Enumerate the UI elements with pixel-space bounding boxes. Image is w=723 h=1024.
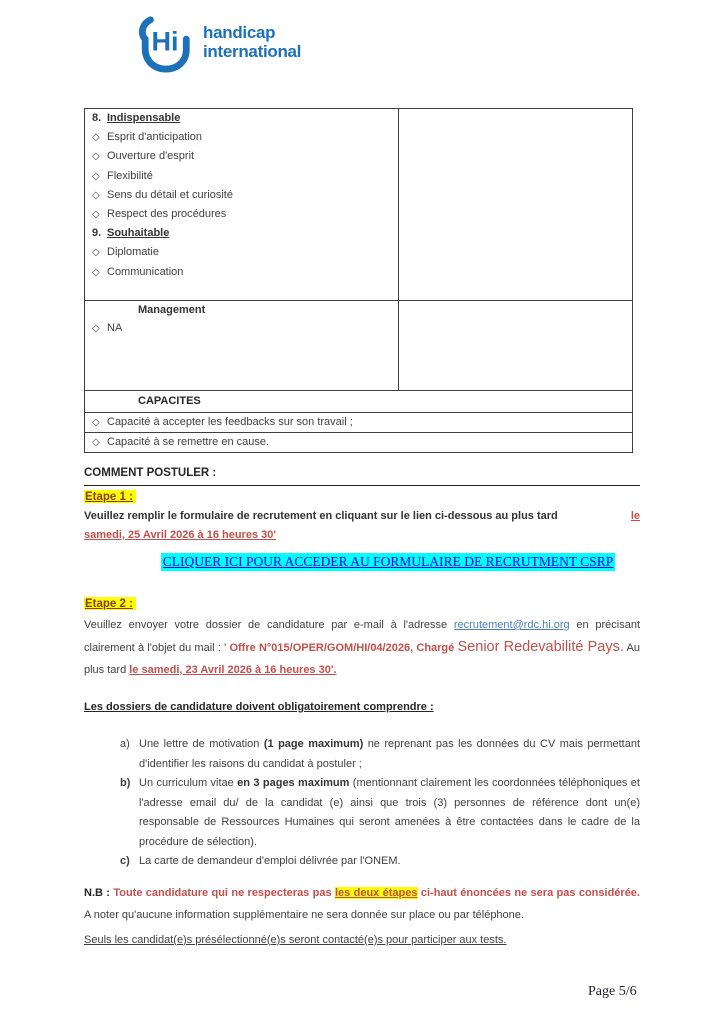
capacites-header: CAPACITES [138, 395, 201, 407]
list-item [85, 109, 398, 128]
item-label: NA [107, 322, 123, 334]
list-item [85, 205, 398, 224]
item-label: Indispensable [107, 112, 181, 124]
diamond-bullet-icon: ◇ [92, 323, 100, 334]
list-item [85, 263, 398, 282]
diamond-bullet-icon: ◇ [92, 132, 100, 144]
capacite-row [85, 413, 633, 433]
item-label: Communication [107, 265, 184, 278]
document-body [84, 0, 640, 946]
diamond-bullet-icon: ◇ [92, 170, 100, 182]
nb-warning-text-2: ci-haut énoncées ne sera pas considérée. [417, 886, 640, 899]
item-text-bold: (1 page maximum) [263, 738, 364, 750]
step2-text-1: Veuillez envoyer votre dossier de candidature par e-mail à l'adresse [84, 619, 454, 631]
nb-warning-text: Toute candidature qui ne respecteras pas [109, 886, 335, 899]
list-item [85, 413, 632, 432]
list-item [85, 224, 398, 243]
item-text: La carte de demandeur d'emploi délivrée par l'ONEM. [139, 855, 401, 867]
diamond-bullet-icon: ◇ [92, 189, 100, 201]
list-item [85, 243, 398, 262]
step2-paragraph [84, 614, 640, 681]
list-item [85, 147, 398, 166]
criteria-cell [85, 109, 399, 301]
svg-text:Hi: Hi [151, 26, 179, 57]
item-label: Diplomatie [107, 246, 159, 259]
item-label: Respect des procédures [107, 208, 227, 221]
nb-highlighted-text: les deux étapes [334, 886, 418, 899]
how-to-apply-heading: COMMENT POSTULER : [84, 467, 640, 486]
form-link-row [84, 553, 640, 571]
dossier-list [84, 735, 640, 872]
recruitment-form-link[interactable]: CLIQUER ICI POUR ACCEDER AU FORMULAIRE DE RECRUTMENT CSRP [162, 554, 614, 569]
dossier-heading: Les dossiers de candidature doivent obligatoirement comprendre : [84, 701, 434, 713]
diamond-bullet-icon: ◇ [92, 437, 100, 448]
dossier-item-b [84, 774, 640, 852]
step2-text-2: en précisant clairement à l'objet du mail : ' [84, 619, 641, 654]
logo-word-2: international [203, 42, 302, 61]
empty-cell [399, 109, 633, 301]
item-label: Sens du détail et curiosité [107, 188, 233, 201]
step1-deadline-le: le [630, 510, 640, 522]
list-item [85, 433, 632, 452]
step2-label: Etape 2 : [84, 597, 136, 610]
item-marker: a) [120, 738, 130, 750]
diamond-bullet-icon: ◇ [92, 266, 100, 278]
item-marker: b) [120, 777, 131, 789]
step2-text-3: Au plus tard [84, 642, 640, 676]
empty-cell [399, 301, 633, 391]
step1-deadline-date: samedi, 25 Avril 2026 à 16 heures 30' [84, 529, 276, 541]
step1-text: Veuillez remplir le formulaire de recrutement en cliquant sur le lien ci-dessous au plus tard [84, 510, 558, 522]
item-text: ne reprenant pas les données du CV mais permettant d'identifier les raisons du candidat à postuler ; [139, 738, 640, 770]
list-item [85, 128, 398, 147]
diamond-bullet-icon: ◇ [92, 417, 100, 428]
item-label: Capacité à accepter les feedbacks sur son travail ; [107, 416, 353, 428]
item-marker: c) [120, 855, 130, 867]
logo-word-1: handicap [203, 23, 276, 42]
item-label: Esprit d'anticipation [107, 131, 203, 144]
item-text: Un curriculum vitae [139, 777, 238, 789]
item-label: Flexibilité [107, 169, 153, 182]
profile-table [84, 108, 633, 453]
page-number: Page 5/6 [588, 984, 637, 999]
item-text: Une lettre de motivation [139, 738, 264, 750]
offer-charge: Chargé [413, 642, 458, 654]
list-item [85, 186, 398, 205]
final-note: Seuls les candidat(e)s présélectionné(e)s seront contacté(e)s pour participer aux tests. [84, 933, 507, 946]
diamond-bullet-icon: ◇ [92, 247, 100, 259]
item-text-bold: en 3 pages maximum [237, 777, 350, 789]
recruitment-email-link[interactable]: recrutement@rdc.hi.org [453, 619, 570, 631]
nb-paragraph [84, 882, 640, 926]
diamond-bullet-icon: ◇ [92, 209, 100, 221]
diamond-bullet-icon: ◇ [92, 151, 100, 163]
step1-paragraph [84, 507, 640, 545]
step1-label: Etape 1 : [84, 490, 136, 503]
dossier-item-a [84, 735, 640, 774]
nb-note-text: A noter qu'aucune information supplémentaire ne sera donnée sur place ou par téléphone. [84, 908, 524, 921]
capacite-row [85, 433, 633, 453]
list-item [85, 167, 398, 186]
job-title: Senior Redevabilité Pays. [457, 639, 624, 655]
item-label: Souhaitable [107, 227, 170, 240]
management-title: Management [138, 304, 206, 316]
offer-reference: Offre N°015/OPER/GOM/HI/04/2026, [229, 642, 414, 654]
item-number: 9. [92, 227, 102, 240]
management-cell [85, 301, 399, 391]
item-label: Capacité à se remettre en cause. [107, 436, 270, 448]
dossier-item-c [84, 852, 640, 872]
item-number: 8. [92, 112, 102, 124]
item-text: (mentionnant clairement les coordonnées téléphoniques et l'adresse email du/ de la candidat (e) ainsi que trois (3) personnes de référence dont un(e) responsable de Ressources Humaines qui seront amenées à être contactées dans le cadre de la procédure de sélection). [139, 777, 640, 848]
item-label: Ouverture d'esprit [107, 150, 195, 163]
nb-label: N.B : [84, 886, 110, 899]
list-item [85, 319, 398, 338]
step2-deadline-date: le samedi, 23 Avril 2026 à 16 heures 30'. [129, 664, 337, 676]
capacites-header-cell [85, 391, 633, 413]
